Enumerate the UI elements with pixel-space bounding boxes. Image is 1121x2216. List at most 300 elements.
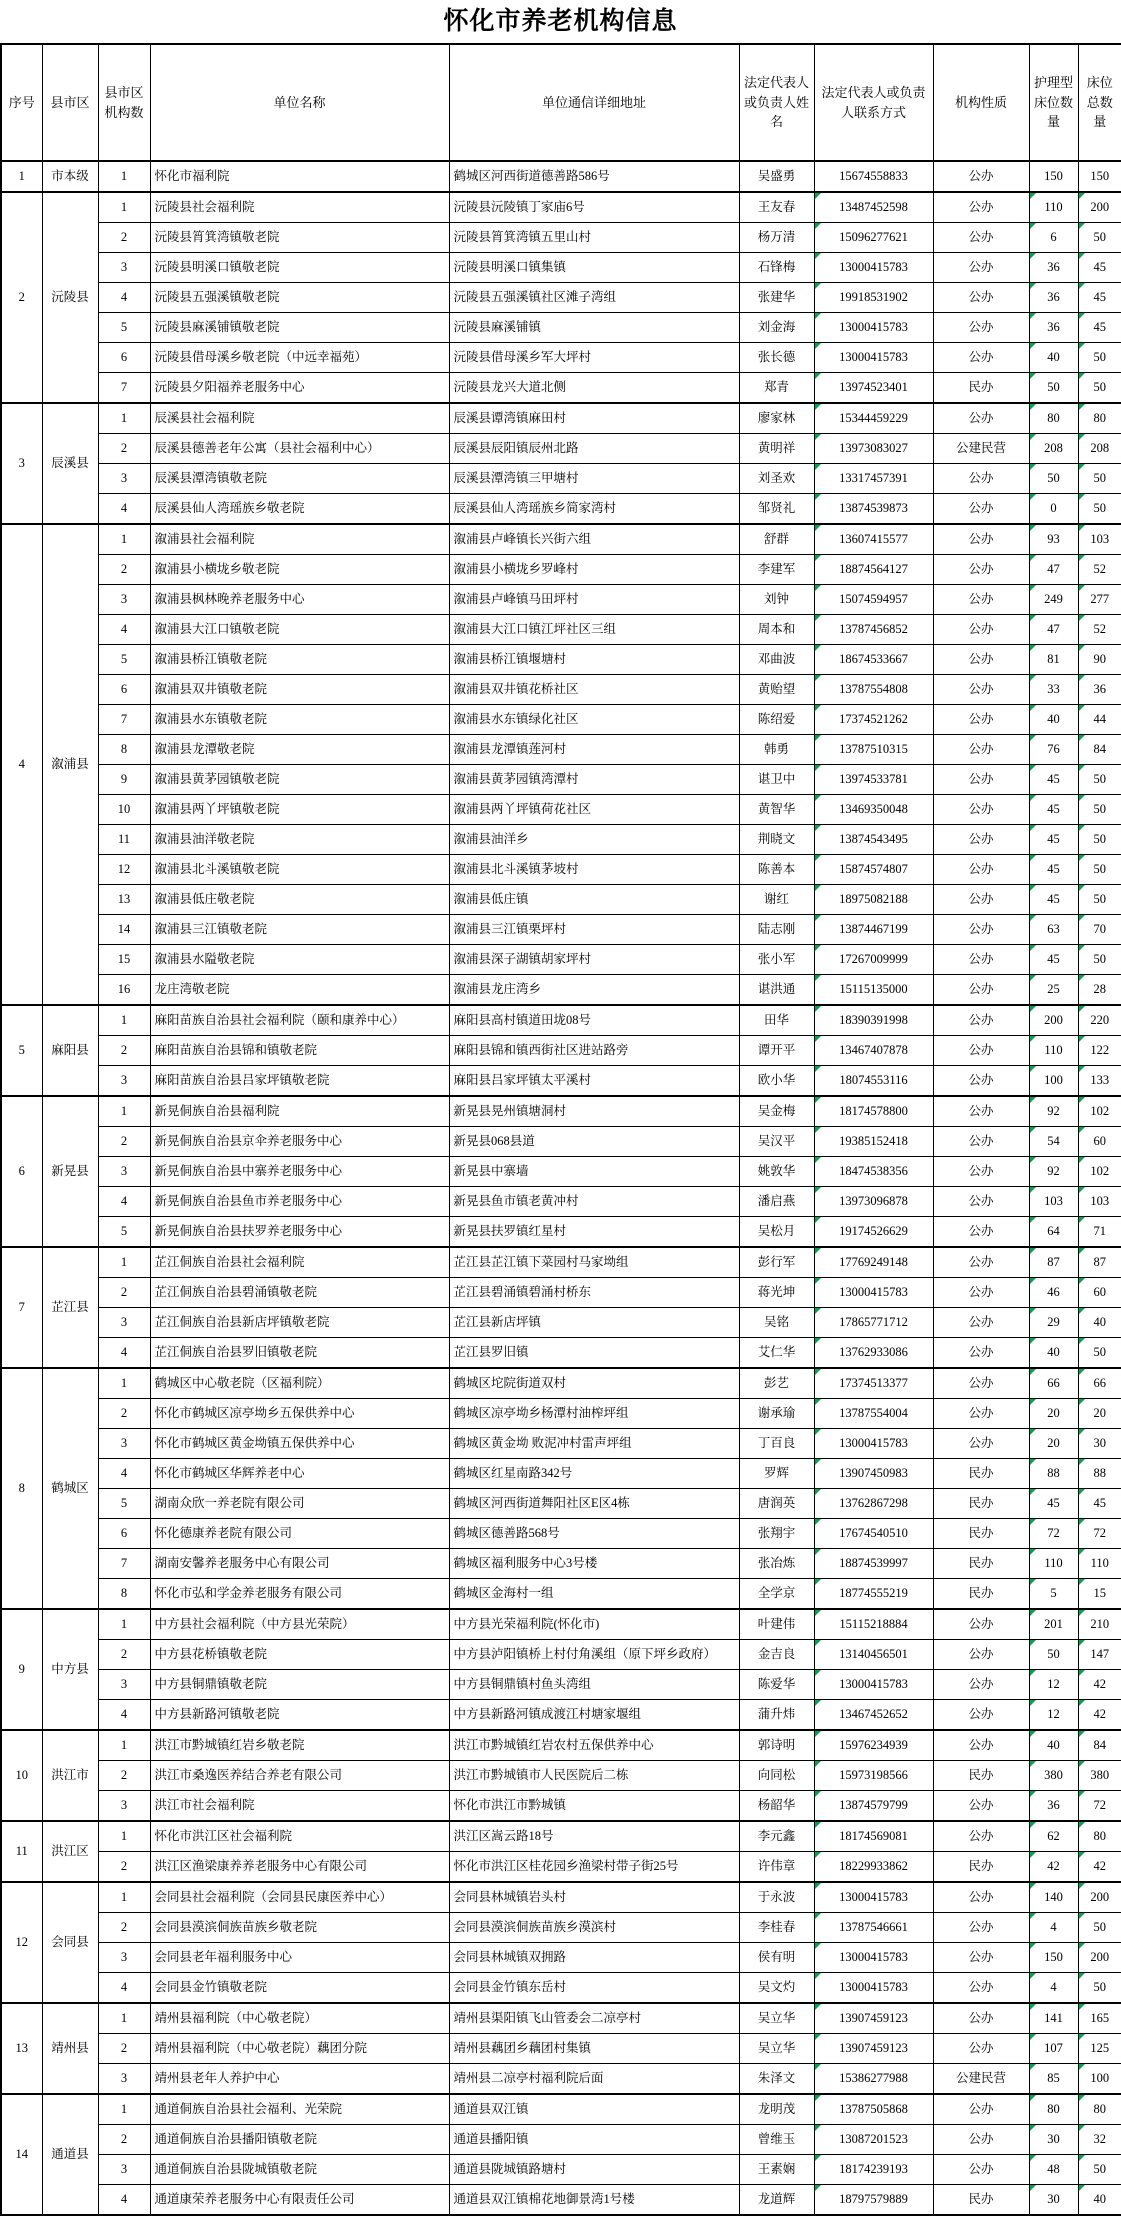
cell-phone: 13874467199 <box>814 915 933 945</box>
table-row <box>1 1973 1121 2004</box>
cell-person-name: 廖家林 <box>739 403 814 434</box>
cell-total-beds: 72 <box>1078 1791 1121 1822</box>
table-row <box>1 313 1121 343</box>
cell-unit-name: 通道侗族自治县陇城镇敬老院 <box>150 2155 449 2185</box>
cell-phone: 13974533781 <box>814 765 933 795</box>
cell-person-name: 陈爱华 <box>739 1670 814 1700</box>
cell-nursing-beds: 110 <box>1029 192 1078 223</box>
cell-nature: 公办 <box>933 1670 1029 1700</box>
cell-total-beds: 40 <box>1078 1308 1121 1338</box>
cell-nursing-beds: 88 <box>1029 1459 1078 1489</box>
cell-nursing-beds: 92 <box>1029 1096 1078 1127</box>
cell-person-name: 龙明茂 <box>739 2094 814 2125</box>
cell-unit-name: 洪江区渔梁康养养老服务中心有限公司 <box>150 1852 449 1883</box>
table-row <box>1 1096 1121 1127</box>
cell-total-beds: 20 <box>1078 1399 1121 1429</box>
cell-person-name: 龙道辉 <box>739 2185 814 2216</box>
cell-address: 中方县泸阳镇桥上村付角溪组（原下坪乡政府） <box>449 1640 739 1670</box>
cell-nursing-beds: 20 <box>1029 1429 1078 1459</box>
cell-nature: 公办 <box>933 585 1029 615</box>
cell-address: 麻阳县高村镇道田垅08号 <box>449 1005 739 1036</box>
cell-nursing-beds: 141 <box>1029 2003 1078 2034</box>
cell-person-name: 侯有明 <box>739 1943 814 1973</box>
table-row <box>1 2155 1121 2185</box>
cell-address: 溆浦县龙庄湾乡 <box>449 975 739 1006</box>
cell-person-name: 韩勇 <box>739 735 814 765</box>
cell-row-index: 3 <box>98 464 150 494</box>
cell-total-beds: 87 <box>1078 1247 1121 1278</box>
cell-row-index: 1 <box>98 1005 150 1036</box>
cell-person-name: 谢承瑜 <box>739 1399 814 1429</box>
cell-nursing-beds: 64 <box>1029 1217 1078 1248</box>
cell-nature: 公办 <box>933 855 1029 885</box>
col-header-unit-name: 单位名称 <box>150 44 449 161</box>
cell-address: 芷江县罗旧镇 <box>449 1338 739 1369</box>
cell-person-name: 李建军 <box>739 555 814 585</box>
page-title: 怀化市养老机构信息 <box>443 8 678 35</box>
cell-unit-name: 怀化市福利院 <box>150 161 449 192</box>
cell-unit-name: 溆浦县两丫坪镇敬老院 <box>150 795 449 825</box>
cell-total-beds: 60 <box>1078 1127 1121 1157</box>
cell-unit-name: 中方县社会福利院（中方县光荣院） <box>150 1609 449 1640</box>
cell-address: 鹤城区黄金坳 败泥冲村雷声坪组 <box>449 1429 739 1459</box>
cell-region: 中方县 <box>42 1609 98 1730</box>
cell-person-name: 吴汉平 <box>739 1127 814 1157</box>
cell-unit-name: 溆浦县水隘敬老院 <box>150 945 449 975</box>
cell-row-index: 8 <box>98 1579 150 1610</box>
cell-nature: 民办 <box>933 1761 1029 1791</box>
cell-person-name: 全学京 <box>739 1579 814 1610</box>
cell-address: 怀化市洪江区桂花园乡渔梁村带子街25号 <box>449 1852 739 1883</box>
cell-address: 沅陵县麻溪铺镇 <box>449 313 739 343</box>
col-header-seq: 序号 <box>1 44 42 161</box>
cell-nature: 公办 <box>933 615 1029 645</box>
cell-phone: 13762867298 <box>814 1489 933 1519</box>
cell-person-name: 曾维玉 <box>739 2125 814 2155</box>
cell-address: 沅陵县五强溪镇社区滩子湾组 <box>449 283 739 313</box>
cell-row-index: 4 <box>98 1338 150 1369</box>
table-row <box>1 1247 1121 1278</box>
table-row <box>1 1005 1121 1036</box>
col-header-contact: 法定代表人或负责人联系方式 <box>814 44 933 161</box>
cell-nursing-beds: 50 <box>1029 464 1078 494</box>
cell-nature: 公办 <box>933 1338 1029 1369</box>
cell-address: 溆浦县黄茅园镇湾潭村 <box>449 765 739 795</box>
cell-phone: 13487452598 <box>814 192 933 223</box>
cell-nursing-beds: 107 <box>1029 2034 1078 2064</box>
cell-total-beds: 42 <box>1078 1670 1121 1700</box>
cell-row-index: 2 <box>98 1640 150 1670</box>
cell-total-beds: 210 <box>1078 1609 1121 1640</box>
cell-address: 溆浦县小横垅乡罗峰村 <box>449 555 739 585</box>
cell-person-name: 杨万清 <box>739 223 814 253</box>
cell-phone: 18674533667 <box>814 645 933 675</box>
cell-row-index: 13 <box>98 885 150 915</box>
cell-phone: 18074553116 <box>814 1066 933 1097</box>
cell-unit-name: 溆浦县桥江镇敬老院 <box>150 645 449 675</box>
cell-row-index: 2 <box>98 1127 150 1157</box>
cell-address: 会同县林城镇双拥路 <box>449 1943 739 1973</box>
cell-nature: 公办 <box>933 192 1029 223</box>
cell-unit-name: 湖南众欣一养老院有限公司 <box>150 1489 449 1519</box>
cell-total-beds: 42 <box>1078 1852 1121 1883</box>
cell-row-index: 7 <box>98 373 150 404</box>
cell-nature: 民办 <box>933 373 1029 404</box>
cell-person-name: 周本和 <box>739 615 814 645</box>
cell-unit-name: 新晃侗族自治县福利院 <box>150 1096 449 1127</box>
cell-person-name: 姚敦华 <box>739 1157 814 1187</box>
table-row <box>1 524 1121 555</box>
cell-nature: 公办 <box>933 1157 1029 1187</box>
cell-phone: 13000415783 <box>814 253 933 283</box>
cell-total-beds: 71 <box>1078 1217 1121 1248</box>
cell-unit-name: 靖州县老年人养护中心 <box>150 2064 449 2095</box>
cell-person-name: 郑青 <box>739 373 814 404</box>
cell-person-name: 彭行军 <box>739 1247 814 1278</box>
cell-nursing-beds: 249 <box>1029 585 1078 615</box>
cell-nursing-beds: 12 <box>1029 1700 1078 1731</box>
cell-nature: 公办 <box>933 1066 1029 1097</box>
cell-row-index: 5 <box>98 1489 150 1519</box>
cell-phone: 13874543495 <box>814 825 933 855</box>
cell-address: 怀化市洪江市黔城镇 <box>449 1791 739 1822</box>
table-row <box>1 373 1121 404</box>
col-header-person-name: 法定代表人或负责人姓名 <box>739 44 814 161</box>
cell-nursing-beds: 36 <box>1029 283 1078 313</box>
cell-nursing-beds: 50 <box>1029 373 1078 404</box>
cell-nursing-beds: 4 <box>1029 1973 1078 2004</box>
table-row <box>1 885 1121 915</box>
table-row <box>1 915 1121 945</box>
cell-person-name: 罗辉 <box>739 1459 814 1489</box>
cell-total-beds: 50 <box>1078 343 1121 373</box>
cell-row-index: 1 <box>98 161 150 192</box>
cell-unit-name: 芷江侗族自治县社会福利院 <box>150 1247 449 1278</box>
cell-row-index: 5 <box>98 313 150 343</box>
cell-row-index: 3 <box>98 2064 150 2095</box>
cell-row-index: 3 <box>98 1670 150 1700</box>
cell-address: 芷江县芷江镇下菜园村马家坳组 <box>449 1247 739 1278</box>
header-row <box>1 44 1121 161</box>
cell-nature: 公办 <box>933 645 1029 675</box>
cell-nursing-beds: 45 <box>1029 825 1078 855</box>
cell-person-name: 陆志刚 <box>739 915 814 945</box>
cell-person-name: 谢红 <box>739 885 814 915</box>
cell-person-name: 艾仁华 <box>739 1338 814 1369</box>
cell-unit-name: 沅陵县筲箕湾镇敬老院 <box>150 223 449 253</box>
cell-unit-name: 怀化市鹤城区黄金坳镇五保供养中心 <box>150 1429 449 1459</box>
cell-unit-name: 溆浦县油洋敬老院 <box>150 825 449 855</box>
cell-region: 溆浦县 <box>42 524 98 1005</box>
cell-nature: 公办 <box>933 765 1029 795</box>
cell-phone: 13317457391 <box>814 464 933 494</box>
cell-unit-name: 沅陵县夕阳福养老服务中心 <box>150 373 449 404</box>
cell-phone: 13000415783 <box>814 1943 933 1973</box>
cell-unit-name: 沅陵县麻溪铺镇敬老院 <box>150 313 449 343</box>
cell-unit-name: 沅陵县明溪口镇敬老院 <box>150 253 449 283</box>
cell-person-name: 吴松月 <box>739 1217 814 1248</box>
cell-nursing-beds: 6 <box>1029 223 1078 253</box>
cell-unit-name: 龙庄湾敬老院 <box>150 975 449 1006</box>
cell-phone: 15115218884 <box>814 1609 933 1640</box>
cell-address: 新晃县068县道 <box>449 1127 739 1157</box>
cell-nature: 公办 <box>933 675 1029 705</box>
cell-total-beds: 70 <box>1078 915 1121 945</box>
cell-person-name: 刘圣欢 <box>739 464 814 494</box>
cell-group-seq: 9 <box>1 1609 42 1730</box>
cell-address: 溆浦县两丫坪镇荷花社区 <box>449 795 739 825</box>
cell-nature: 公办 <box>933 1036 1029 1066</box>
cell-row-index: 1 <box>98 2003 150 2034</box>
cell-address: 中方县光荣福利院(怀化市) <box>449 1609 739 1640</box>
table-row <box>1 1368 1121 1399</box>
cell-nursing-beds: 93 <box>1029 524 1078 555</box>
cell-person-name: 欧小华 <box>739 1066 814 1097</box>
cell-total-beds: 50 <box>1078 373 1121 404</box>
cell-person-name: 陈善本 <box>739 855 814 885</box>
cell-row-index: 5 <box>98 645 150 675</box>
cell-total-beds: 50 <box>1078 494 1121 525</box>
cell-unit-name: 麻阳苗族自治县锦和镇敬老院 <box>150 1036 449 1066</box>
cell-unit-name: 溆浦县社会福利院 <box>150 524 449 555</box>
cell-total-beds: 165 <box>1078 2003 1121 2034</box>
cell-phone: 13973096878 <box>814 1187 933 1217</box>
cell-unit-name: 溆浦县水东镇敬老院 <box>150 705 449 735</box>
cell-total-beds: 28 <box>1078 975 1121 1006</box>
table-row <box>1 675 1121 705</box>
cell-phone: 18174569081 <box>814 1821 933 1852</box>
cell-phone: 18874539997 <box>814 1549 933 1579</box>
cell-phone: 15874574807 <box>814 855 933 885</box>
cell-nature: 公办 <box>933 1247 1029 1278</box>
cell-total-beds: 88 <box>1078 1459 1121 1489</box>
table-row <box>1 1609 1121 1640</box>
cell-address: 溆浦县水东镇绿化社区 <box>449 705 739 735</box>
table-row <box>1 161 1121 192</box>
cell-phone: 13787456852 <box>814 615 933 645</box>
cell-total-beds: 45 <box>1078 283 1121 313</box>
table-row <box>1 1519 1121 1549</box>
cell-total-beds: 50 <box>1078 885 1121 915</box>
cell-unit-name: 怀化德康养老院有限公司 <box>150 1519 449 1549</box>
cell-phone: 13973083027 <box>814 434 933 464</box>
cell-nature: 公办 <box>933 161 1029 192</box>
table-row <box>1 2185 1121 2216</box>
cell-nature: 公办 <box>933 1973 1029 2004</box>
cell-phone: 19918531902 <box>814 283 933 313</box>
cell-nursing-beds: 66 <box>1029 1368 1078 1399</box>
cell-person-name: 邓曲波 <box>739 645 814 675</box>
cell-total-beds: 52 <box>1078 555 1121 585</box>
cell-address: 沅陵县借母溪乡军大坪村 <box>449 343 739 373</box>
table-row <box>1 1730 1121 1761</box>
cell-nursing-beds: 30 <box>1029 2185 1078 2216</box>
cell-address: 沅陵县筲箕湾镇五里山村 <box>449 223 739 253</box>
cell-nature: 公办 <box>933 945 1029 975</box>
cell-nursing-beds: 4 <box>1029 1913 1078 1943</box>
cell-nursing-beds: 48 <box>1029 2155 1078 2185</box>
cell-nature: 公办 <box>933 1127 1029 1157</box>
table-row <box>1 1640 1121 1670</box>
cell-nursing-beds: 45 <box>1029 945 1078 975</box>
cell-nursing-beds: 42 <box>1029 1852 1078 1883</box>
cell-nature: 公办 <box>933 2003 1029 2034</box>
cell-nature: 公办 <box>933 735 1029 765</box>
cell-row-index: 6 <box>98 343 150 373</box>
cell-person-name: 吴立华 <box>739 2003 814 2034</box>
cell-row-index: 1 <box>98 1368 150 1399</box>
cell-person-name: 吴立华 <box>739 2034 814 2064</box>
cell-address: 会同县林城镇岩头村 <box>449 1882 739 1913</box>
cell-person-name: 邹贤礼 <box>739 494 814 525</box>
cell-phone: 13907459123 <box>814 2003 933 2034</box>
cell-region: 沅陵县 <box>42 192 98 403</box>
cell-nursing-beds: 40 <box>1029 1730 1078 1761</box>
cell-row-index: 2 <box>98 1036 150 1066</box>
table-row <box>1 192 1121 223</box>
cell-group-seq: 12 <box>1 1882 42 2003</box>
cell-unit-name: 新晃侗族自治县鱼市养老服务中心 <box>150 1187 449 1217</box>
cell-phone: 13087201523 <box>814 2125 933 2155</box>
cell-total-beds: 72 <box>1078 1519 1121 1549</box>
table-row <box>1 2094 1121 2125</box>
cell-total-beds: 150 <box>1078 161 1121 192</box>
col-header-nature: 机构性质 <box>933 44 1029 161</box>
cell-nursing-beds: 25 <box>1029 975 1078 1006</box>
cell-row-index: 15 <box>98 945 150 975</box>
cell-nature: 公办 <box>933 464 1029 494</box>
cell-nursing-beds: 0 <box>1029 494 1078 525</box>
cell-phone: 13000415783 <box>814 313 933 343</box>
cell-unit-name: 怀化市鹤城区凉亭坳乡五保供养中心 <box>150 1399 449 1429</box>
cell-row-index: 2 <box>98 1399 150 1429</box>
cell-address: 沅陵县龙兴大道北侧 <box>449 373 739 404</box>
cell-row-index: 4 <box>98 283 150 313</box>
cell-nursing-beds: 150 <box>1029 1943 1078 1973</box>
cell-phone: 13874539873 <box>814 494 933 525</box>
cell-group-seq: 2 <box>1 192 42 403</box>
cell-row-index: 3 <box>98 2155 150 2185</box>
cell-address: 溆浦县卢峰镇马田坪村 <box>449 585 739 615</box>
cell-address: 洪江市黔城镇红岩农村五保供养中心 <box>449 1730 739 1761</box>
table-row <box>1 555 1121 585</box>
cell-nursing-beds: 72 <box>1029 1519 1078 1549</box>
cell-nursing-beds: 201 <box>1029 1609 1078 1640</box>
table-row <box>1 343 1121 373</box>
cell-nature: 公办 <box>933 2155 1029 2185</box>
cell-row-index: 2 <box>98 223 150 253</box>
cell-nursing-beds: 63 <box>1029 915 1078 945</box>
cell-nature: 公办 <box>933 494 1029 525</box>
cell-unit-name: 沅陵县社会福利院 <box>150 192 449 223</box>
cell-group-seq: 10 <box>1 1730 42 1821</box>
cell-row-index: 2 <box>98 1761 150 1791</box>
cell-total-beds: 50 <box>1078 765 1121 795</box>
cell-unit-name: 辰溪县潭湾镇敬老院 <box>150 464 449 494</box>
cell-address: 溆浦县北斗溪镇茅坡村 <box>449 855 739 885</box>
cell-total-beds: 200 <box>1078 192 1121 223</box>
cell-address: 洪江市黔城镇市人民医院后二栋 <box>449 1761 739 1791</box>
cell-nursing-beds: 12 <box>1029 1670 1078 1700</box>
cell-total-beds: 90 <box>1078 645 1121 675</box>
table-row <box>1 975 1121 1006</box>
cell-phone: 13467407878 <box>814 1036 933 1066</box>
table-row <box>1 283 1121 313</box>
table-row <box>1 1187 1121 1217</box>
cell-person-name: 张翔宇 <box>739 1519 814 1549</box>
cell-row-index: 1 <box>98 403 150 434</box>
cell-address: 辰溪县谭湾镇麻田村 <box>449 403 739 434</box>
cell-total-beds: 66 <box>1078 1368 1121 1399</box>
cell-nursing-beds: 33 <box>1029 675 1078 705</box>
cell-address: 沅陵县明溪口镇集镇 <box>449 253 739 283</box>
cell-phone: 13467452652 <box>814 1700 933 1731</box>
cell-nature: 公办 <box>933 915 1029 945</box>
cell-total-beds: 15 <box>1078 1579 1121 1610</box>
cell-unit-name: 通道侗族自治县播阳镇敬老院 <box>150 2125 449 2155</box>
cell-unit-name: 怀化市洪江区社会福利院 <box>150 1821 449 1852</box>
col-header-org-count: 县市区机构数 <box>98 44 150 161</box>
table-row <box>1 1429 1121 1459</box>
cell-nature: 公办 <box>933 1005 1029 1036</box>
cell-person-name: 于永波 <box>739 1882 814 1913</box>
cell-row-index: 4 <box>98 1973 150 2004</box>
cell-unit-name: 通道侗族自治县社会福利、光荣院 <box>150 2094 449 2125</box>
cell-nursing-beds: 380 <box>1029 1761 1078 1791</box>
cell-total-beds: 147 <box>1078 1640 1121 1670</box>
cell-person-name: 叶建伟 <box>739 1609 814 1640</box>
cell-nature: 公办 <box>933 223 1029 253</box>
cell-unit-name: 洪江市社会福利院 <box>150 1791 449 1822</box>
cell-row-index: 4 <box>98 615 150 645</box>
cell-phone: 13000415783 <box>814 1882 933 1913</box>
cell-row-index: 1 <box>98 2094 150 2125</box>
cell-address: 溆浦县龙潭镇莲河村 <box>449 735 739 765</box>
table-row <box>1 855 1121 885</box>
cell-address: 溆浦县油洋乡 <box>449 825 739 855</box>
cell-phone: 13974523401 <box>814 373 933 404</box>
table-row <box>1 1761 1121 1791</box>
cell-address: 溆浦县双井镇花桥社区 <box>449 675 739 705</box>
cell-unit-name: 芷江侗族自治县碧涌镇敬老院 <box>150 1278 449 1308</box>
table-row <box>1 1700 1121 1731</box>
cell-total-beds: 50 <box>1078 825 1121 855</box>
cell-unit-name: 辰溪县德善老年公寓（县社会福利中心） <box>150 434 449 464</box>
cell-phone: 13787505868 <box>814 2094 933 2125</box>
cell-total-beds: 42 <box>1078 1700 1121 1731</box>
cell-address: 靖州县二凉亭村福利院后面 <box>449 2064 739 2095</box>
cell-total-beds: 100 <box>1078 2064 1121 2095</box>
cell-group-seq: 1 <box>1 161 42 192</box>
cell-unit-name: 溆浦县双井镇敬老院 <box>150 675 449 705</box>
cell-row-index: 3 <box>98 253 150 283</box>
col-header-nursing-beds: 护理型床位数量 <box>1029 44 1078 161</box>
cell-phone: 17674540510 <box>814 1519 933 1549</box>
cell-region: 洪江市 <box>42 1730 98 1821</box>
cell-nursing-beds: 45 <box>1029 795 1078 825</box>
cell-address: 通道县双江镇 <box>449 2094 739 2125</box>
cell-nursing-beds: 36 <box>1029 313 1078 343</box>
cell-unit-name: 溆浦县三江镇敬老院 <box>150 915 449 945</box>
cell-total-beds: 50 <box>1078 223 1121 253</box>
cell-address: 新晃县中寨墙 <box>449 1157 739 1187</box>
cell-phone: 15115135000 <box>814 975 933 1006</box>
cell-unit-name: 会同县社会福利院（会同县民康医养中心） <box>150 1882 449 1913</box>
cell-phone: 13762933086 <box>814 1338 933 1369</box>
cell-phone: 13874579799 <box>814 1791 933 1822</box>
table-row <box>1 1579 1121 1610</box>
cell-address: 溆浦县三江镇栗坪村 <box>449 915 739 945</box>
